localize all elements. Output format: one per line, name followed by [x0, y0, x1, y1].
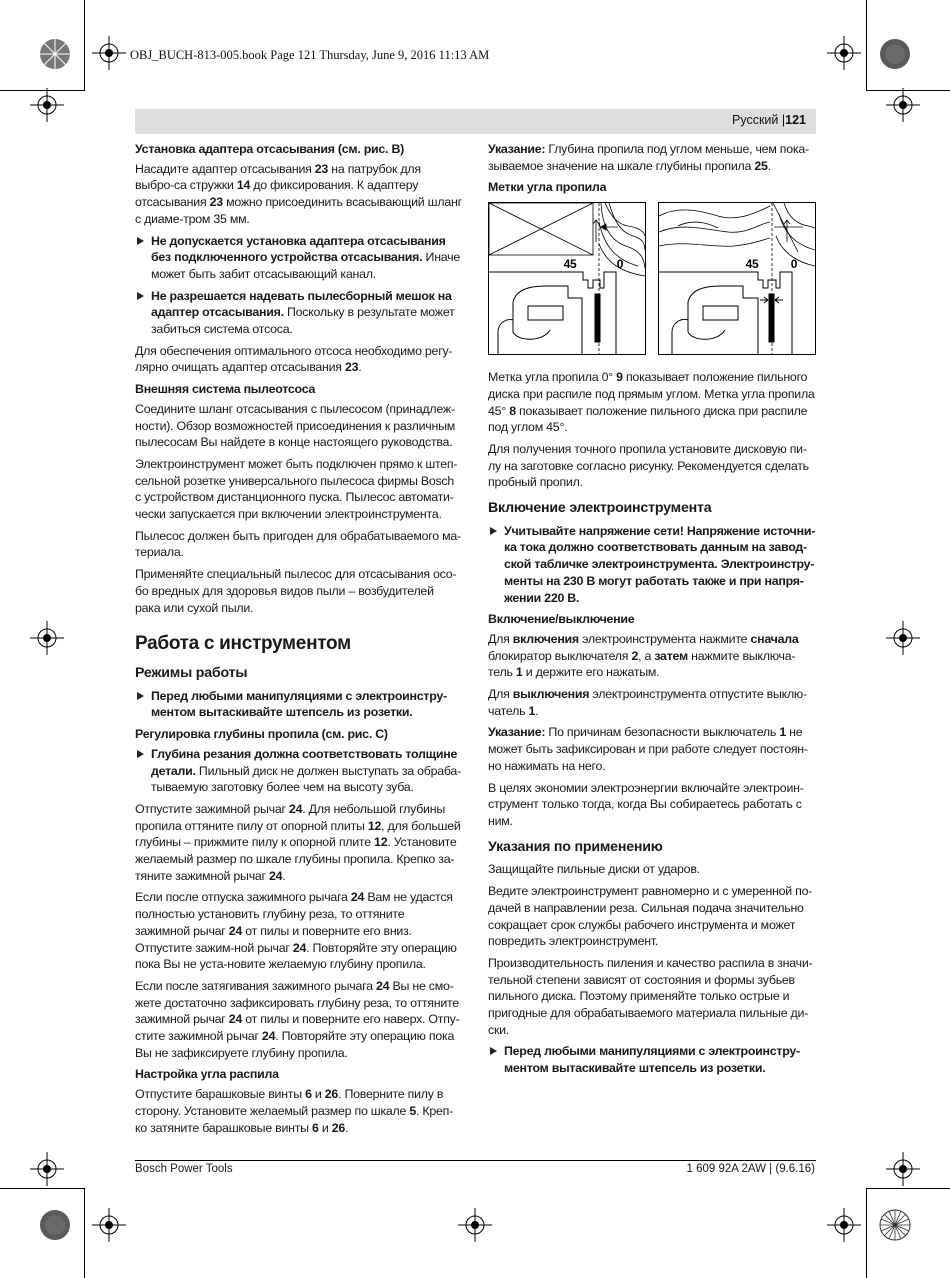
crosshair-target-bottom-right [827, 1208, 861, 1242]
paragraph: Для выключения электроинструмента отпустите выклю-чатель 1. [488, 687, 807, 718]
paragraph: Метка угла пропила 0° 9 показывает положение пильного диска при распиле под прямым углом. Метка угла пропила 45° 8 показывает положение пильного диска при распиле под углом 45°. [488, 370, 815, 435]
paragraph: Производительность пиления и качество распила в значи-тельной степени зависят от состояния и формы зубьев пильного диска. Поэтому применяйте только острые и пригодные для обрабатываемого материала пильные ди-ски. [488, 955, 813, 1037]
bullet-triangle-icon [137, 750, 144, 758]
heading-starting-operation: Включение электроинструмента [488, 500, 712, 517]
left-column [135, 141, 462, 1141]
section-heading-cutting-depth: Регулировка глубины пропила (см. рис. С) [135, 727, 388, 742]
paragraph: Если после затягивания зажимного рычага 24 Вы не смо-жете достаточно зафиксировать глубину реза, то оттяните зажимной рычаг 24 от пилы и поверните его наверх. Отпу-стите зажимной рычаг 24. Повторяйте эту операцию пока Вы не зафиксируете глубину пропила. [135, 978, 460, 1060]
warning-bullet: Учитывайте напряжение сети! Напряжение источни-ка тока должно соответствовать данным на завод-ской табличке электроинструмента. Электроинстру-менты на 230 В могут работать также и при напря-жении 220 В. [488, 523, 816, 607]
registration-mark-top-left [37, 36, 73, 72]
mark-45-label: 45 [745, 257, 759, 272]
registration-mark-top-right [877, 36, 913, 72]
heading-operating-modes: Режимы работы [135, 664, 248, 681]
section-heading-cutting-marks: Метки угла пропила [488, 180, 607, 195]
crosshair-target-top-right [827, 36, 861, 70]
registration-mark-bottom-left [37, 1207, 73, 1243]
mark-0-label: 0 [616, 257, 624, 272]
warning-bullet: Глубина резания должна соответствовать толщине детали. Пильный диск не должен выступать за обраба-тываемую заготовку более чем на высоту зуба. [135, 746, 462, 796]
crosshair-target-lower-left [30, 1152, 64, 1186]
paragraph: Электроинструмент может быть подключен прямо к штеп-сельной розетке универсального пылесоса фирмы Bosch с устройством дистанционного пуска. Пылесос автомати-чески запускается при включении электроинструмента. [135, 456, 458, 522]
running-header [135, 109, 816, 134]
print-slug: OBJ_BUCH-813-005.book Page 121 Thursday, June 9, 2016 11:13 AM [130, 48, 490, 62]
section-heading-bevel-angle: Настройка угла распила [135, 1067, 279, 1082]
heading-working-advice: Указания по применению [488, 838, 663, 855]
bullet-triangle-icon [137, 237, 144, 245]
registration-mark-bottom-right [877, 1207, 913, 1243]
footer-document-code: 1 609 92A 2AW | (9.6.16) [686, 1163, 815, 1175]
crosshair-target-bottom-center [458, 1208, 492, 1242]
footer-rule [135, 1160, 816, 1161]
cutting-marks-figure [488, 202, 816, 355]
crosshair-target-upper-right [886, 88, 920, 122]
header-separator: | [781, 113, 786, 127]
warning-bullet: Перед любыми манипуляциями с электроинстру-ментом вытаскивайте штепсель из розетки. [135, 688, 462, 721]
paragraph: Для обеспечения оптимального отсоса необходимо регу-лярно очищать адаптер отсасывания 23. [135, 343, 453, 375]
bullet-triangle-icon [137, 692, 144, 700]
paragraph: Защищайте пильные диски от ударов. [488, 862, 700, 877]
right-column [488, 141, 816, 1082]
bullet-triangle-icon [490, 527, 497, 535]
crosshair-target-mid-right [886, 621, 920, 655]
note-paragraph: Указание: Глубина пропила под углом меньше, чем пока-зываемое значение на шкале глубины пропила 25. [488, 142, 809, 173]
paragraph: Насадите адаптер отсасывания 23 на патрубок для выбро-са стружки 14 до фиксирования. К адаптеру отсасывания 23 можно присоединить всасывающий шланг с диаме-тром 35 мм. [135, 161, 462, 226]
bullet-triangle-icon [490, 1047, 497, 1055]
section-heading-extraction-adapter: Установка адаптера отсасывания (см. рис. B) [135, 142, 405, 156]
footer-brand: Bosch Power Tools [135, 1163, 233, 1175]
header-page-info [732, 113, 806, 127]
crosshair-target-bottom-left [92, 1208, 126, 1242]
header-language: Русский [732, 113, 779, 127]
paragraph: Соедините шланг отсасывания с пылесосом (принадлеж-ности). Обзор возможностей присоединения к различным пылесосам Вы найдете в конце настоящего руководства. [135, 401, 456, 450]
crosshair-target-top-left [92, 36, 126, 70]
paragraph: Применяйте специальный пылесос для отсасывания осо-бо вредных для здоровья видов пыли – возбудителей рака или сухой пыли. [135, 567, 457, 615]
warning-bullet: Не разрешается надевать пылесборный мешок на адаптер отсасывания. Поскольку в результате может забиться система отсоса. [135, 288, 462, 338]
crosshair-target-lower-right [886, 1152, 920, 1186]
paragraph: Если после отпуска зажимного рычага 24 Вам не удастся полностью установить глубину реза, то оттяните зажимной рычаг 24 от пилы и поверните его вниз. Отпустите зажим-ной рычаг 24. Повторяйте эту операцию пока Вы не уста-новите желаемую глубину пропила. [135, 890, 457, 972]
note-paragraph: Указание: По причинам безопасности выключатель 1 не может быть зафиксирован и при работе следует постоян-но нажимать на него. [488, 725, 808, 773]
paragraph: Для получения точного пропила установите дисковую пи-лу на заготовке согласно рисунку. Рекомендуется сделать пробный пропил. [488, 441, 809, 490]
paragraph: В целях экономии электроэнергии включайте электроин-струмент только тогда, когда Вы собираетесь работать с ним. [488, 780, 804, 828]
crosshair-target-mid-left [30, 621, 64, 655]
figure-panel-45-degree [658, 202, 816, 355]
paragraph: Отпустите барашковые винты 6 и 26. Поверните пилу в сторону. Установите желаемый размер по шкале 5. Креп-ко затяните барашковые винты 6 и 26. [135, 1087, 454, 1135]
figure-panel-0-degree [488, 202, 646, 355]
section-heading-switching: Включение/выключение [488, 612, 635, 627]
paragraph: Ведите электроинструмент равномерно и с умеренной по-дачей в направлении реза. Сильная подача значительно сокращает срок службы рабочего инструмента и может повредить электроинструмент. [488, 884, 813, 949]
chapter-heading-operation: Работа с инструментом [135, 633, 351, 655]
mark-45-label: 45 [563, 257, 577, 272]
header-page-number: 121 [785, 113, 806, 127]
paragraph: Пылесос должен быть пригоден для обрабатываемого ма-териала. [135, 528, 461, 560]
mark-0-label: 0 [790, 257, 798, 272]
paragraph: Для включения электроинструмента нажмите сначала блокиратор выключателя 2, а затем нажмите выключа-тель 1 и держите его нажатым. [488, 631, 799, 680]
warning-bullet: Не допускается установка адаптера отсасывания без подключенного устройства отсасывания. Иначе может быть забит отсасывающий канал. [135, 233, 462, 283]
section-heading-external-dust-extraction: Внешняя система пылеотсоса [135, 382, 316, 397]
paragraph: Отпустите зажимной рычаг 24. Для небольшой глубины пропила оттяните пилу от опорной плиты 12, для большей глубины – прижмите пилу к опорной плите 12. Установите желаемый размер по шкале глубины пропила. Крепко за-тяните зажимной рычаг 24. [135, 801, 461, 883]
crosshair-target-upper-left [30, 88, 64, 122]
warning-bullet: Перед любыми манипуляциями с электроинстру-ментом вытаскивайте штепсель из розетки. [488, 1043, 816, 1076]
bullet-triangle-icon [137, 292, 144, 300]
